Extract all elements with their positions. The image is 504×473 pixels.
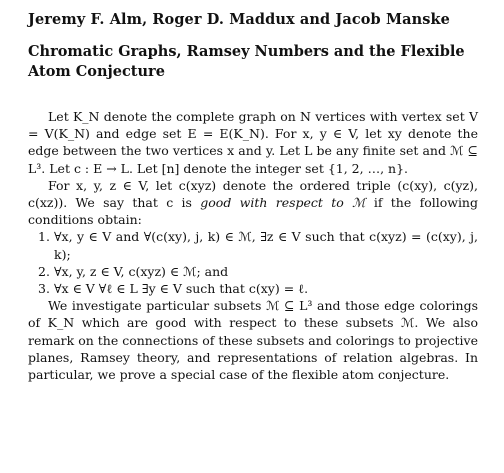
condition-number: 3. bbox=[38, 281, 50, 297]
condition-text: ∀x, y, z ∈ V, c(xyz) ∈ ℳ; and bbox=[54, 263, 229, 279]
condition-item bbox=[28, 228, 478, 262]
condition-text: ∀x, y ∈ V and ∀(c(xy), j, k) ∈ ℳ, ∃z ∈ V such that c(xyz) = (c(xy), j, k); bbox=[54, 229, 478, 262]
paper-title: Chromatic Graphs, Ramsey Numbers and the Flexible Atom Conjecture bbox=[28, 43, 465, 80]
abstract-body bbox=[28, 108, 478, 383]
paragraph-2-lead: For x, y, z ∈ V, let c(xyz) denote the ordered triple (c(xy), c(yz), c(xz)). We say that c is bbox=[28, 177, 478, 211]
condition-item bbox=[28, 263, 478, 280]
condition-number: 1. bbox=[38, 229, 50, 245]
authors-line: Jeremy F. Alm, Roger D. Maddux and Jacob Manske bbox=[28, 11, 450, 28]
condition-text: ∀x ∈ V ∀ℓ ∈ L ∃y ∈ V such that c(xy) = ℓ. bbox=[54, 281, 309, 297]
abstract-paragraph-3: We investigate particular subsets ℳ ⊆ L³ and those edge colorings of K_N which are good with respect to these subsets ℳ. We also remark on the connections of these subsets and colorings to projective planes, Ramsey theory, and representations of relation algebras. In particular, we prove a special case of the flexible atom conjecture. bbox=[28, 298, 478, 383]
abstract-paragraph-1: Let K_N denote the complete graph on N vertices with vertex set V = V(K_N) and edge set E = E(K_N). For x, y ∈ V, let xy denote the edge between the two vertices x and y. Let L be any finite set and ℳ ⊆ L³. Let c : E → L. Let [n] denote the integer set {1, 2, …, n}. bbox=[28, 109, 478, 176]
conditions-list bbox=[28, 228, 478, 297]
abstract-paragraph-2 bbox=[28, 177, 478, 229]
condition-number: 2. bbox=[38, 263, 50, 279]
paragraph-2-emphasis: good with respect to ℳ bbox=[200, 195, 366, 211]
paragraph-2-tail: if the following conditions obtain: bbox=[28, 195, 478, 228]
condition-item bbox=[28, 280, 478, 297]
